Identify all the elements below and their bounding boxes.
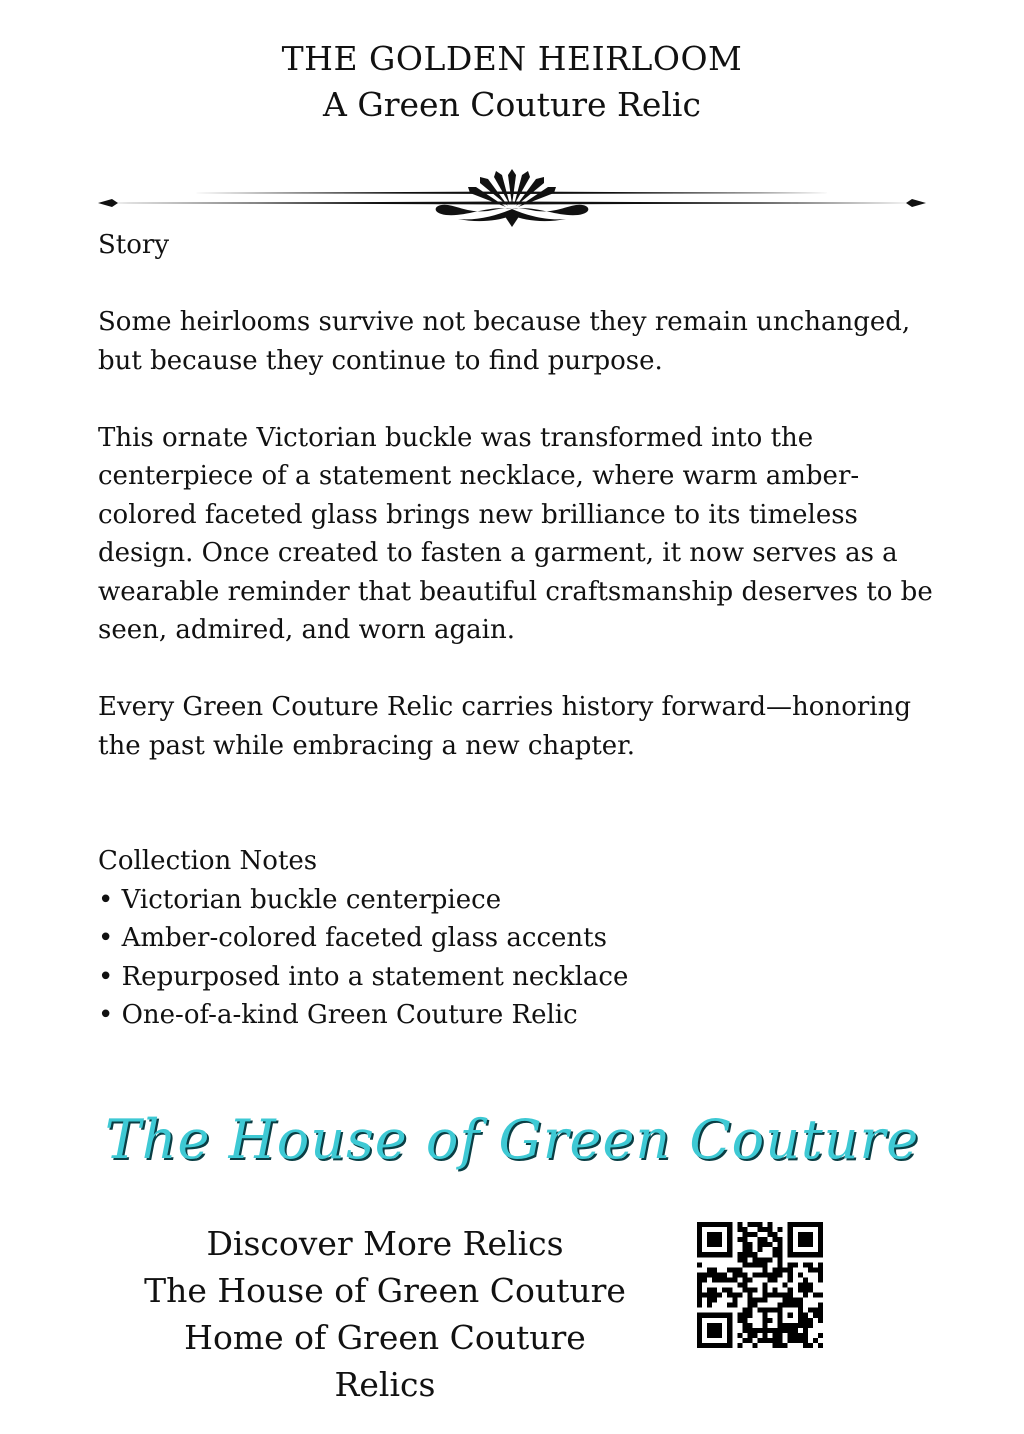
list-item: • One-of-a-kind Green Couture Relic: [98, 1000, 578, 1030]
brand-logo: The House of Green Couture: [104, 1108, 920, 1171]
footer: [130, 1220, 640, 1408]
story-paragraph: Some heirlooms survive not because they remain unchanged, but because they continue to find purpose.: [98, 307, 911, 376]
list-item: • Victorian buckle centerpiece: [98, 884, 502, 915]
qr-code-icon[interactable]: [697, 1222, 823, 1348]
header: [0, 36, 1024, 128]
story-section: [98, 226, 938, 1035]
collection-notes-list: [98, 881, 938, 1035]
footer-line: Discover More Relics: [206, 1224, 564, 1263]
page-subtitle: A Green Couture Relic: [323, 85, 701, 124]
collection-notes-heading: Collection Notes: [98, 846, 318, 876]
story-paragraph: Every Green Couture Relic carries history forward—honoring the past while embracing a new chapter.: [98, 692, 911, 761]
footer-line: The House of Green Couture: [144, 1271, 626, 1310]
story-paragraph: This ornate Victorian buckle was transformed into the centerpiece of a statement necklace, where warm amber-colored faceted glass brings new brilliance to its timeless design. Once created to fasten a garment, it now serves as a wearable reminder that beautiful craftsmanship deserves to be seen, admired, and worn again.: [98, 422, 933, 645]
ornamental-divider-icon: [98, 165, 926, 231]
list-item: • Repurposed into a statement necklace: [98, 961, 629, 992]
footer-line: Home of Green Couture Relics: [184, 1318, 586, 1404]
story-heading: Story: [98, 230, 170, 260]
list-item: • Amber-colored faceted glass accents: [98, 923, 607, 953]
page-title: THE GOLDEN HEIRLOOM: [281, 39, 743, 78]
